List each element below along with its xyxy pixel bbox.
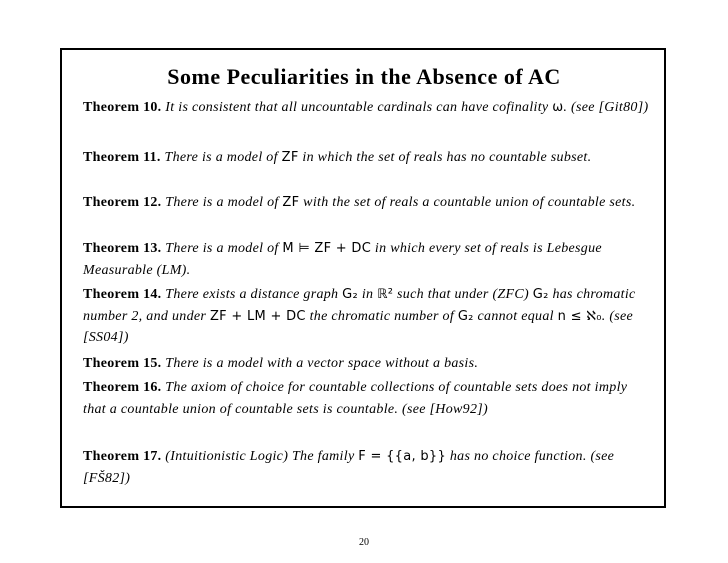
slide-title: Some Peculiarities in the Absence of AC [167, 64, 561, 89]
page-number: 20 [359, 537, 369, 548]
statement-text: . (see [Git80]) [563, 100, 649, 115]
statement-text: has no choice function. (see [FŠ82]) [83, 449, 615, 486]
theorem-label: Theorem 16. [83, 380, 162, 395]
theorem-11 [83, 147, 653, 169]
math-expression: G₂ [342, 287, 359, 302]
math-expression: ℝ² [377, 287, 394, 302]
statement-text: There is a model of [164, 150, 282, 165]
math-expression: ω [552, 100, 564, 115]
statement-text: There is a model with a vector space without a basis. [165, 356, 479, 371]
statement-text: in [358, 287, 378, 302]
math-expression: ZF + LM + DC [209, 308, 306, 324]
theorem-statement [83, 241, 602, 278]
math-expression: G₂ [457, 308, 474, 324]
math-expression: ZF [281, 150, 299, 165]
math-expression: M ⊨ ZF + DC [282, 241, 372, 256]
statement-text: There is a model of [165, 195, 283, 210]
theorem-statement [165, 100, 648, 115]
theorem-label: Theorem 12. [83, 195, 162, 210]
statement-text: has chromatic number 2, and under [83, 287, 636, 324]
statement-text: It is consistent that all uncountable cardinals can have cofinality [165, 100, 553, 115]
math-expression: F = {{a, b}} [358, 449, 447, 464]
theorem-10 [83, 97, 653, 119]
statement-text: There is a model of [165, 241, 283, 256]
statement-text: in which every set of reals is Lebesgue Measurable (LM). [83, 241, 602, 278]
theorem-17 [83, 446, 653, 489]
math-expression: n ≤ ℵ₀ [557, 308, 602, 324]
statement-text: such that under (ZFC) [393, 287, 533, 302]
theorem-16 [83, 377, 653, 420]
statement-text: . (see [SS04]) [83, 308, 634, 345]
theorem-statement [165, 356, 478, 371]
theorem-statement [83, 287, 636, 345]
theorem-14 [83, 284, 653, 349]
statement-text: The axiom of choice for countable collections of countable sets does not imply that a countable union of countable sets is countable. (see [How92]) [83, 380, 628, 417]
theorem-statement [83, 449, 614, 486]
statement-text: cannot equal [473, 308, 558, 324]
statement-text: (Intuitionistic Logic) The family [165, 449, 359, 464]
theorem-15 [83, 353, 653, 375]
math-expression: ZF [282, 195, 300, 210]
theorem-label: Theorem 17. [83, 449, 162, 464]
statement-text: with the set of reals a countable union of countable sets. [299, 195, 636, 210]
theorem-13 [83, 238, 653, 281]
statement-text: There exists a distance graph [165, 287, 343, 302]
statement-text: the chromatic number of [305, 308, 458, 324]
theorem-12 [83, 192, 653, 214]
theorem-label: Theorem 15. [83, 356, 162, 371]
theorem-label: Theorem 10. [83, 100, 162, 115]
theorem-label: Theorem 11. [83, 150, 161, 165]
statement-text: in which the set of reals has no countable subset. [298, 150, 592, 165]
math-expression: G₂ [532, 287, 549, 302]
theorem-statement [165, 195, 635, 210]
theorem-label: Theorem 14. [83, 287, 162, 302]
theorem-statement [83, 380, 627, 417]
theorem-statement [165, 150, 592, 165]
theorem-label: Theorem 13. [83, 241, 162, 256]
